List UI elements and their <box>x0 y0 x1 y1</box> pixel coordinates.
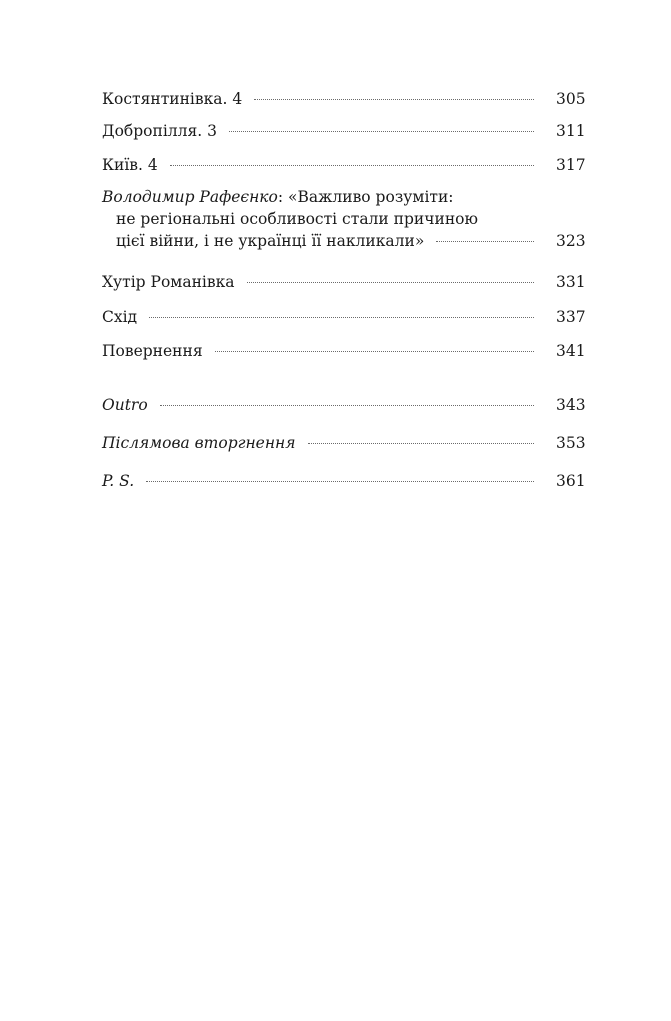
toc-entry-povernennia[interactable] <box>102 341 586 361</box>
toc-entry-title: Костянтинівка. 4 <box>102 90 243 108</box>
dot-leader <box>436 241 534 242</box>
toc-entry-title: Київ. 4 <box>102 156 158 174</box>
toc-entry-title: Повернення <box>102 342 203 360</box>
toc-entry-title-line2: не регіональні особливості стали причиною <box>116 210 478 228</box>
toc-entry-page: 353 <box>556 434 586 452</box>
dot-leader <box>146 481 534 482</box>
toc-entry-page: 341 <box>556 342 586 360</box>
dot-leader <box>247 282 534 283</box>
toc-entry-author: Володимир Рафеєнко <box>102 188 278 206</box>
toc-entry-title: Хутір Романівка <box>102 273 235 291</box>
dot-leader <box>229 131 534 132</box>
toc-entry-title: Добропілля. 3 <box>102 122 217 140</box>
toc-entry-page: 361 <box>556 472 586 490</box>
toc-entry-page: 311 <box>556 122 586 140</box>
toc-entry-dobropillia[interactable] <box>102 121 586 141</box>
toc-entry-page: 323 <box>556 232 586 250</box>
toc-entry-title: Схід <box>102 308 138 326</box>
toc-entry-rafeienko[interactable] <box>102 186 586 252</box>
dot-leader <box>160 405 534 406</box>
dot-leader <box>170 165 534 166</box>
dot-leader <box>215 351 534 352</box>
toc-entry-khutir-romanivka[interactable] <box>102 272 586 292</box>
dot-leader <box>254 99 534 100</box>
toc-entry-pisliamova[interactable] <box>102 433 586 453</box>
toc-entry-title: Післямова вторгнення <box>102 434 296 452</box>
dot-leader <box>149 317 534 318</box>
toc-entry-page: 337 <box>556 308 586 326</box>
dot-leader <box>308 443 534 444</box>
toc-entry-title-line3 <box>102 230 586 252</box>
toc-entry-ps[interactable] <box>102 471 586 491</box>
toc-entry-kostiantynivka[interactable] <box>102 89 586 109</box>
toc-entry-outro[interactable] <box>102 395 586 415</box>
toc-entry-page: 317 <box>556 156 586 174</box>
toc-entry-title-line1 <box>102 186 582 208</box>
toc-entry-page: 305 <box>556 90 586 108</box>
toc-entry-page: 343 <box>556 396 586 414</box>
toc-entry-kyiv[interactable] <box>102 155 586 175</box>
toc-entry-title: Outro <box>102 396 148 414</box>
toc-entry-page: 331 <box>556 273 586 291</box>
toc-entry-title: P. S. <box>102 472 135 490</box>
table-of-contents <box>102 0 586 1021</box>
toc-entry-title-part3: цієї війни, і не українці її накликали» <box>116 232 425 250</box>
toc-entry-skhid[interactable] <box>102 307 586 327</box>
toc-entry-title-part1: : «Важливо розуміти: <box>277 188 454 206</box>
